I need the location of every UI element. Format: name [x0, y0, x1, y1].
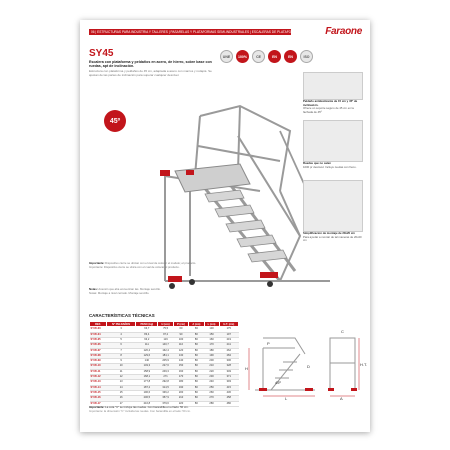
table-cell: 100 — [173, 337, 188, 342]
table-cell: 119 — [158, 337, 174, 342]
table-cell: 149,3 — [136, 364, 158, 369]
table-header: A (cm) — [189, 322, 204, 327]
table-cell: 205,9 — [158, 359, 174, 364]
table-cell: 240 — [204, 380, 219, 385]
cert-icon: UNE — [220, 50, 233, 63]
table-cell: 80 — [189, 390, 204, 395]
table-cell: 80 — [189, 385, 204, 390]
table-title: CARACTERÍSTICAS TÉCNICAS — [89, 313, 155, 318]
product-model: SY45 — [89, 48, 114, 59]
table-header: Nº PELDAÑOS — [106, 322, 135, 327]
table-cell: 230 — [204, 375, 219, 380]
table-cell: 83,4 — [136, 332, 158, 337]
wheel-detail-image — [303, 120, 363, 162]
table-cell: 200 — [173, 390, 188, 395]
table-cell: 17 — [106, 401, 135, 406]
table-header: H (cm) — [158, 322, 174, 327]
table-cell: 120 — [173, 348, 188, 353]
dimension-diagram — [245, 318, 368, 401]
table-cell: 75,5 — [158, 327, 174, 332]
table-cell-ref: SY45-09 — [90, 359, 107, 364]
table-cell-ref: SY45-13 — [90, 380, 107, 385]
table-cell: 60 — [173, 327, 188, 332]
table-cell: 111 — [136, 343, 158, 348]
dim-label-l: L — [285, 396, 288, 401]
cert-icon: EN — [268, 50, 281, 63]
footnote: Importante: La cota "C" se incluye las ruedas. Con barandilla en el lado: 50 cm. Importante: la dimensión "C" incluida las ruedas. Con barandilla en el lado: 50 cm. — [89, 405, 191, 413]
table-cell: 250 — [204, 385, 219, 390]
table-cell: 63,7 — [136, 327, 158, 332]
side-note-1: Peldaño antideslizante de 15 cm y 45º de inclinación. Ofrece un soporte seguro de 45 cm en la fachada de 45º — [303, 99, 358, 114]
table-cell: 241 — [219, 343, 238, 348]
dim-label-h: H — [245, 366, 248, 371]
dim-label-d: D — [307, 364, 310, 369]
table-cell: 80 — [189, 364, 204, 369]
table-cell: 130 — [173, 353, 188, 358]
table-cell: 196,6 — [136, 390, 158, 395]
table-cell: 190 — [204, 353, 219, 358]
dim-label-p: P — [267, 341, 270, 346]
table-cell: 13 — [106, 380, 135, 385]
cert-icon: EN — [284, 50, 297, 63]
table-cell: 227,6 — [158, 364, 174, 369]
platform-detail-image — [303, 180, 363, 232]
table-cell: 150 — [173, 364, 188, 369]
table-cell: 187,2 — [136, 385, 158, 390]
table-cell: 10 — [106, 364, 135, 369]
table-cell-ref: SY45-07 — [90, 348, 107, 353]
table-cell: 80 — [189, 337, 204, 342]
dim-label-ht: H.T. — [360, 362, 368, 367]
table-cell: 120,4 — [136, 348, 158, 353]
table-cell: 80 — [189, 396, 204, 401]
table-cell-ref: SY45-14 — [90, 385, 107, 390]
table-cell: 162,4 — [158, 348, 174, 353]
table-cell: 284 — [219, 353, 238, 358]
product-subtitle: Escalera con plataforma y peldaños en acero, de hierro, sobre base con ruedas, apt de inclinación. — [89, 60, 212, 69]
table-cell: 180 — [204, 348, 219, 353]
table-cell: 271 — [158, 375, 174, 380]
side-note-3: Simplificacion de montaje de 20x20 cm Para ayudar a montar de tal maneras de 20x20 cm — [303, 231, 362, 243]
table-cell-ref: SY45-06 — [90, 343, 107, 348]
dim-label-angle: 45º — [275, 380, 281, 385]
table-cell: 80 — [189, 353, 204, 358]
table-cell-ref: SY45-11 — [90, 369, 107, 374]
table-cell: 436 — [219, 390, 238, 395]
table-cell: 292,8 — [158, 380, 174, 385]
table-cell: 184,1 — [158, 353, 174, 358]
table-cell: 80 — [189, 401, 204, 406]
table-cell: 357,9 — [158, 396, 174, 401]
table-cell: 90 — [173, 332, 188, 337]
table-cell: 314,5 — [158, 385, 174, 390]
side-note-2: Ruedas que no salen 1000 pr desnivel. Incluye ruedas con freno. — [303, 161, 357, 169]
dim-label-a: A — [340, 396, 343, 401]
table-cell: 130 — [204, 327, 219, 332]
table-cell: 262 — [219, 348, 238, 353]
product-description: Estructura con plataforma y peldaños de 45 cm, adaptada a acero con marcos y rodapié. Se ajustan de las partes de inclinación para superar cualquier desnivel. — [89, 69, 212, 77]
dim-label-c: C — [341, 329, 344, 334]
table-cell: 150 — [204, 332, 219, 337]
table-cell: 170 — [173, 375, 188, 380]
table-cell: 5 — [106, 337, 135, 342]
table-header: L (cm) — [204, 322, 219, 327]
table-cell: 93,2 — [136, 337, 158, 342]
specifications-table — [89, 321, 239, 407]
table-body — [90, 327, 239, 406]
cert-icon: CE — [252, 50, 265, 63]
table-cell: 7 — [106, 348, 135, 353]
table-cell: 12 — [106, 375, 135, 380]
table-cell-ref: SY45-08 — [90, 353, 107, 358]
table-cell: 129,6 — [136, 353, 158, 358]
brand-logo: Faraone — [325, 26, 362, 37]
table-header: REF. — [90, 322, 107, 327]
table-cell: 216,8 — [136, 401, 158, 406]
table-cell: 249,3 — [158, 369, 174, 374]
table-cell: 8 — [106, 353, 135, 358]
table-cell: 158,9 — [136, 369, 158, 374]
table-cell-ref: SY45-03 — [90, 327, 107, 332]
table-header: PESO (kg) — [136, 322, 158, 327]
cert-icon: ISO — [300, 50, 313, 63]
table-cell: 160 — [173, 369, 188, 374]
table-cell: 140,7 — [158, 343, 174, 348]
table-cell: 80 — [189, 332, 204, 337]
table-cell: 110 — [173, 343, 188, 348]
table-cell-ref: SY45-12 — [90, 375, 107, 380]
table-cell: 220 — [204, 369, 219, 374]
table-cell: 371 — [219, 375, 238, 380]
important-note: Importante: Dispositivo cierre se ubican con el cual de colocar el modelo; el producto. Importante: Dispositivo cierre se ubica con el cual de colocar el producto. — [89, 261, 197, 269]
table-cell: 6 — [106, 343, 135, 348]
notes: Notas: Anexión que aba encuentran las. Montaje sencillo. Notas: Montaje a nivel cerrado. Montaje sencillo. — [89, 287, 161, 295]
table-header: H.T. (cm) — [219, 322, 238, 327]
table-cell: 200 — [204, 359, 219, 364]
catalog-page — [80, 20, 370, 432]
table-cell-ref: SY45-16 — [90, 396, 107, 401]
certification-logos — [220, 50, 313, 63]
table-cell: 306 — [219, 359, 238, 364]
table-cell: 14 — [106, 385, 135, 390]
table-cell: 11 — [106, 369, 135, 374]
table-cell: 80 — [189, 348, 204, 353]
table-cell-ref: SY45-10 — [90, 364, 107, 369]
table-cell: 66 — [189, 327, 204, 332]
table-cell: 170 — [204, 343, 219, 348]
table-cell-ref: SY45-15 — [90, 390, 107, 395]
cert-icon: 100% — [236, 50, 249, 63]
table-cell: 270 — [204, 396, 219, 401]
table-cell: 349 — [219, 369, 238, 374]
angle-label: 45º — [109, 117, 121, 125]
table-cell-ref: SY45-05 — [90, 337, 107, 342]
table-cell: 97,2 — [158, 332, 174, 337]
table-cell: 190 — [173, 385, 188, 390]
table-cell: 9 — [106, 359, 135, 364]
table-cell: 180 — [173, 380, 188, 385]
table-cell: 80 — [189, 369, 204, 374]
table-cell: 140 — [173, 359, 188, 364]
table-cell: 328 — [219, 364, 238, 369]
table-cell: 220 — [173, 401, 188, 406]
table-header: P (cm) — [173, 322, 188, 327]
table-cell: 80 — [189, 359, 204, 364]
table-cell: 210 — [173, 396, 188, 401]
table-cell: 15 — [106, 390, 135, 395]
table-cell: 3 — [106, 327, 135, 332]
table-cell: 177,8 — [136, 380, 158, 385]
table-cell: 206,5 — [136, 396, 158, 401]
table-cell: 160 — [204, 337, 219, 342]
table-cell: 4 — [106, 332, 135, 337]
table-cell-ref: SY45-04 — [90, 332, 107, 337]
table-cell: 480 — [219, 401, 238, 406]
table-cell: 219 — [219, 337, 238, 342]
table-cell: 336,2 — [158, 390, 174, 395]
table-cell: 168,1 — [136, 375, 158, 380]
table-cell: 260 — [204, 390, 219, 395]
table-cell: 16 — [106, 396, 135, 401]
table-cell: 415 — [219, 385, 238, 390]
table-cell: 140 — [136, 359, 158, 364]
header-band-text: 06 | ESTRUCTURAS PARA INDUSTRIA Y TALLERES | PASARELAS Y PLATAFORMAS SEMI-INDUSTRIALES | ESCALERAS DE PLATAFORMA — [91, 30, 299, 34]
table-cell: 175 — [219, 327, 238, 332]
table-cell: 280 — [204, 401, 219, 406]
step-detail-image — [303, 72, 363, 100]
table-cell: 80 — [189, 380, 204, 385]
table-cell: 379,6 — [158, 401, 174, 406]
table-cell: 210 — [204, 364, 219, 369]
angle-badge — [104, 110, 126, 132]
table-cell: 393 — [219, 380, 238, 385]
table-cell: 458 — [219, 396, 238, 401]
table-cell: 80 — [189, 343, 204, 348]
table-cell: 197 — [219, 332, 238, 337]
table-cell-ref: SY45-17 — [90, 401, 107, 406]
table-cell: 80 — [189, 375, 204, 380]
